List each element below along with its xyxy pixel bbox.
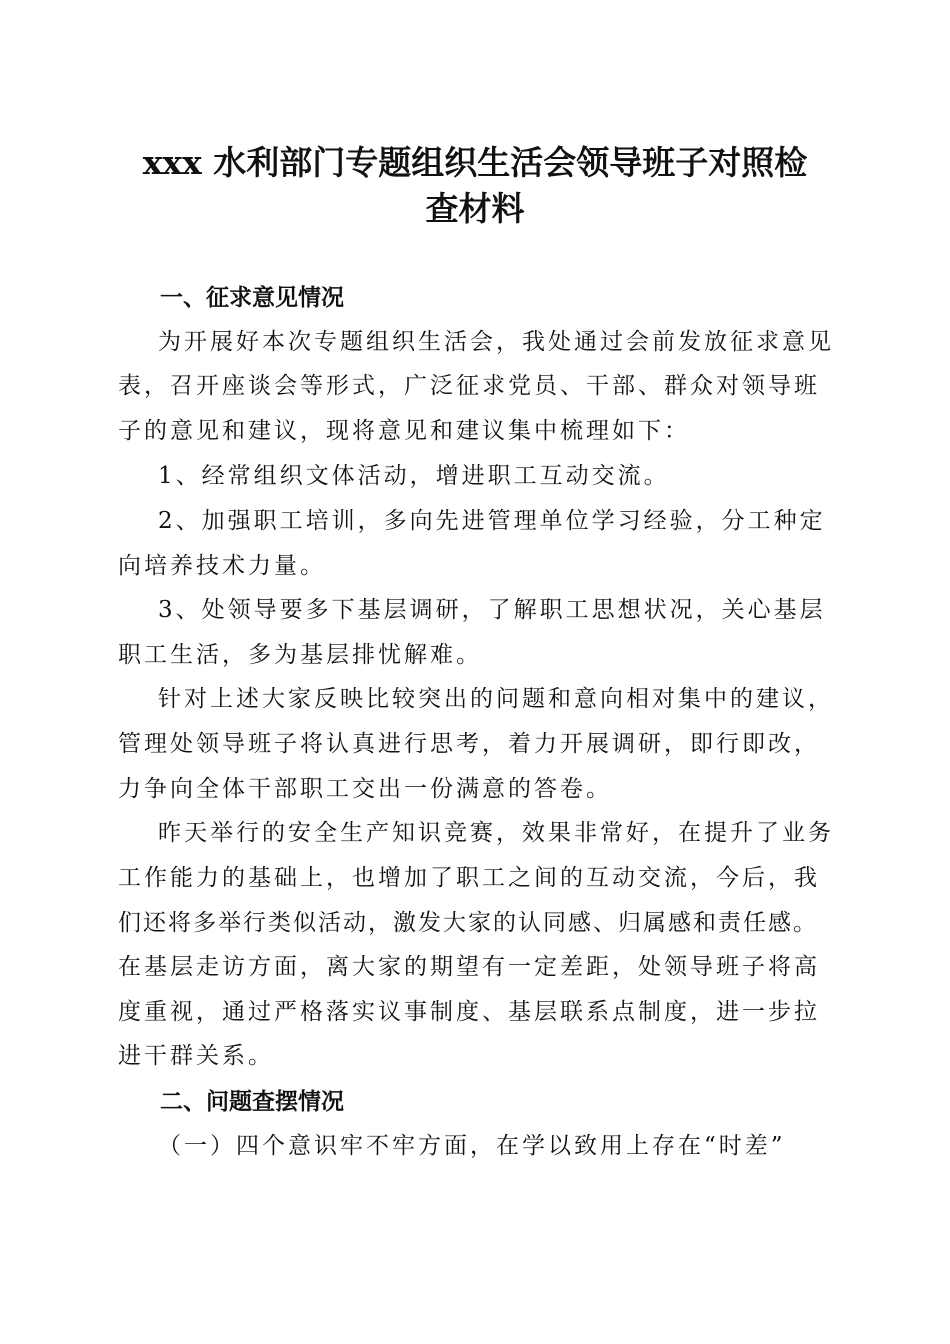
paragraph-2-line-3: 力争向全体干部职工交出一份满意的答卷。: [118, 776, 612, 802]
paragraph-3-line-1: 昨天举行的安全生产知识竞赛，效果非常好，在提升了业务: [158, 820, 834, 846]
paragraph-3-line-2: 工作能力的基础上，也增加了职工之间的互动交流，今后，我: [118, 865, 820, 891]
list-item-2-line-2: 向培养技术力量。: [118, 553, 326, 579]
title-line-2: 查材料: [425, 189, 525, 228]
list-item-2-line-1: 2、加强职工培训，多向先进管理单位学习经验，分工种定: [158, 508, 826, 534]
paragraph-2-line-2: 管理处领导班子将认真进行思考，着力开展调研，即行即改，: [118, 731, 820, 757]
paragraph-3-line-6: 进干群关系。: [118, 1043, 274, 1069]
title-line-1: xxx 水利部门专题组织生活会领导班子对照检: [142, 143, 808, 182]
list-item-3-line-2: 职工生活，多为基层排忧解难。: [118, 642, 482, 668]
paragraph-3-line-5: 度重视，通过严格落实议事制度、基层联系点制度，进一步拉: [118, 999, 820, 1025]
paragraph-3-line-4: 在基层走访方面，离大家的期望有一定差距，处领导班子将高: [118, 954, 820, 980]
section-1-heading: 一、征求意见情况: [160, 285, 344, 311]
paragraph-1-line-3: 子的意见和建议，现将意见和建议集中梳理如下：: [118, 418, 690, 444]
section-2-heading: 二、问题查摆情况: [160, 1089, 344, 1115]
list-item-3-line-1: 3、处领导要多下基层调研，了解职工思想状况，关心基层: [158, 597, 826, 623]
paragraph-1-line-2: 表，召开座谈会等形式，广泛征求党员、干部、群众对领导班: [118, 373, 820, 399]
paragraph-2-line-1: 针对上述大家反映比较突出的问题和意向相对集中的建议，: [158, 686, 834, 712]
document-title: [110, 140, 840, 232]
list-item-1-line-1: 1、经常组织文体活动，增进职工互动交流。: [158, 463, 670, 489]
paragraph-1-line-1: 为开展好本次专题组织生活会，我处通过会前发放征求意见: [158, 329, 834, 355]
paragraph-3-line-3: 们还将多举行类似活动，激发大家的认同感、归属感和责任感。: [118, 910, 818, 936]
subsection-1-heading: （一）四个意识牢不牢方面，在学以致用上存在“时差”: [158, 1133, 786, 1159]
